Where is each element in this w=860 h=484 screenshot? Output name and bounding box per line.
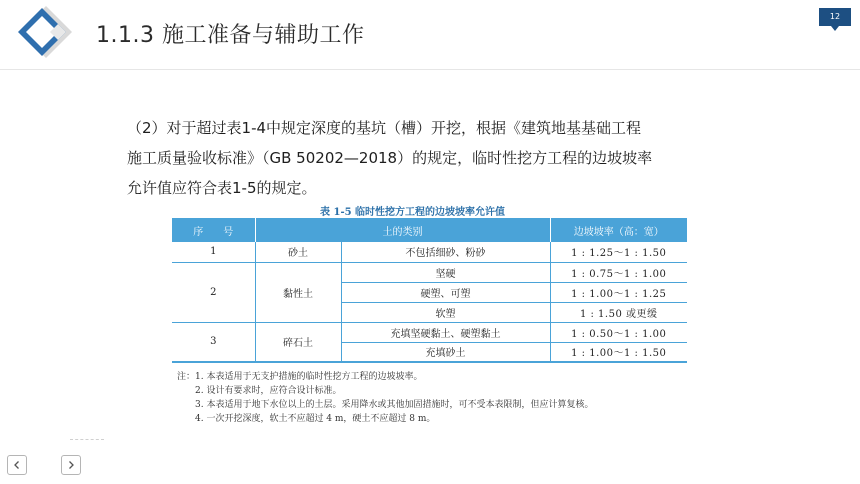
- cell-category: 砂土: [255, 242, 341, 262]
- cell-sub: 充填坚硬黏土、硬塑黏土: [341, 322, 550, 342]
- chevron-right-icon: [66, 460, 76, 470]
- cell-slope: 1 : 1.50 或更缓: [550, 302, 687, 322]
- table-row: [172, 262, 687, 282]
- paragraph-line: （2）对于超过表1-4中规定深度的基坑（槽）开挖，根据《建筑地基基础工程: [127, 119, 642, 137]
- cell-sub: 软塑: [341, 302, 550, 322]
- cell-slope: 1 : 1.25～1 : 1.50: [550, 242, 687, 262]
- header-no: 序 号: [172, 218, 255, 242]
- paragraph-line: 允许值应符合表1-5的规定。: [127, 179, 317, 197]
- logo-diamond-icon: [8, 2, 88, 62]
- page-number: 12: [829, 12, 841, 21]
- decorative-divider: [70, 439, 104, 440]
- cell-sub: 不包括细砂、粉砂: [341, 242, 550, 262]
- table-row: [172, 322, 687, 342]
- next-slide-button[interactable]: [61, 455, 81, 475]
- slope-table: [172, 218, 687, 363]
- header-slope: 边坡坡率（高：宽）: [550, 218, 687, 242]
- paragraph-line: 施工质量验收标准》（GB 50202—2018）的规定，临时性挖方工程的边坡坡率: [127, 149, 653, 167]
- cell-sub: 坚硬: [341, 262, 550, 282]
- chevron-left-icon: [12, 460, 22, 470]
- header-soil-type: 土的类别: [255, 218, 550, 242]
- cell-slope: 1 : 1.00～1 : 1.50: [550, 342, 687, 362]
- table-note: 注：1. 本表适用于无支护措施的临时性挖方工程的边坡坡率。: [177, 372, 423, 382]
- table-notes: [177, 370, 593, 426]
- body-paragraph: [127, 113, 747, 203]
- cell-slope: 1 : 0.50～1 : 1.00: [550, 322, 687, 342]
- page-title: 1.1.3 施工准备与辅助工作: [96, 23, 365, 48]
- table-note: 4. 一次开挖深度，软土不应超过 4 m，硬土不应超过 8 m。: [195, 414, 436, 424]
- cell-no: 1: [172, 242, 255, 262]
- page-number-badge: [819, 8, 851, 32]
- prev-slide-button[interactable]: [7, 455, 27, 475]
- cell-category: 碎石土: [255, 322, 341, 362]
- table-row: [172, 242, 687, 262]
- cell-category: 黏性土: [255, 262, 341, 322]
- cell-sub: 充填砂土: [341, 342, 550, 362]
- table-header-row: [172, 218, 687, 242]
- header-divider: [0, 69, 860, 70]
- cell-slope: 1 : 0.75～1 : 1.00: [550, 262, 687, 282]
- table-caption: 表 1-5 临时性挖方工程的边坡坡率允许值: [320, 207, 506, 218]
- cell-sub: 硬塑、可塑: [341, 282, 550, 302]
- cell-no: 3: [172, 322, 255, 362]
- table-note: 2. 设计有要求时，应符合设计标准。: [195, 386, 342, 396]
- cell-slope: 1 : 1.00～1 : 1.25: [550, 282, 687, 302]
- cell-no: 2: [172, 262, 255, 322]
- table-note: 3. 本表适用于地下水位以上的土层。采用降水或其他加固措施时，可不受本表限制，但应计算复核。: [195, 400, 594, 410]
